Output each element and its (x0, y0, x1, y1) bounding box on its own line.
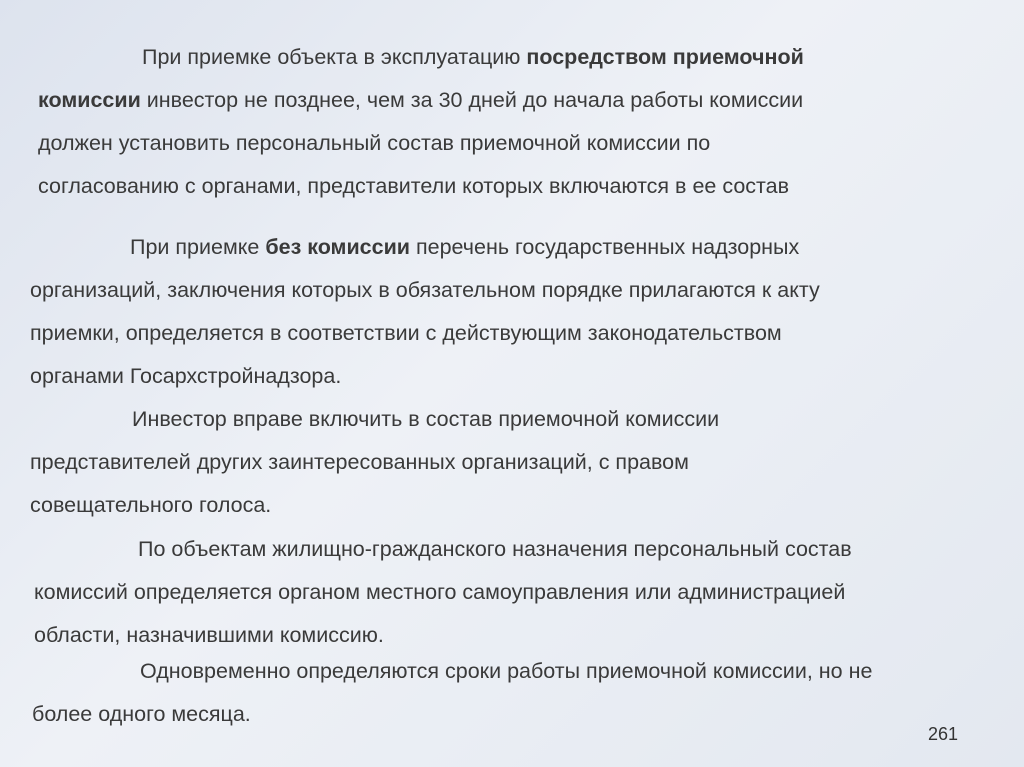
text-line (38, 79, 804, 122)
text-line: организаций, заключения которых в обязательном порядке прилагаются к акту (30, 278, 820, 302)
text-line: совещательного голоса. (30, 493, 272, 517)
paragraph-work-period (32, 650, 872, 736)
text-span: При приемке объекта в эксплуатацию (142, 45, 527, 69)
bold-text-span: без комиссии (265, 235, 411, 259)
text-line: должен установить персональный состав приемочной комиссии по (38, 131, 711, 155)
text-line: области, назначившими комиссию. (34, 623, 384, 647)
text-line: Инвестор вправе включить в состав приемочной комиссии (132, 407, 720, 431)
text-line: приемки, определяется в соответствии с действующим законодательством (30, 321, 782, 345)
page-number: 261 (927, 724, 958, 744)
text-span: перечень государственных надзорных (410, 235, 800, 259)
text-line: комиссий определяется органом местного самоуправления или администрацией (34, 580, 846, 604)
text-line: согласованию с органами, представители которых включаются в ее состав (38, 174, 790, 198)
paragraph-investor-right (30, 398, 719, 527)
text-line: более одного месяца. (32, 702, 251, 726)
text-line: представителей других заинтересованных организаций, с правом (30, 450, 689, 474)
paragraph-no-commission (30, 226, 820, 398)
bold-text-span: посредством приемочной (526, 45, 804, 69)
paragraph-commission-acceptance (38, 36, 804, 208)
text-span: инвестор не позднее, чем за 30 дней до начала работы комиссии (140, 88, 804, 112)
paragraph-housing-objects (30, 528, 852, 657)
text-line: По объектам жилищно-гражданского назначения персональный состав (138, 537, 852, 561)
text-line: Одновременно определяются сроки работы приемочной комиссии, но не (140, 659, 873, 683)
text-line: органами Госархстройнадзора. (30, 364, 342, 388)
text-span: При приемке (130, 235, 266, 259)
text-line (38, 36, 804, 79)
text-line (30, 226, 820, 269)
bold-text-span: комиссии (38, 88, 141, 112)
